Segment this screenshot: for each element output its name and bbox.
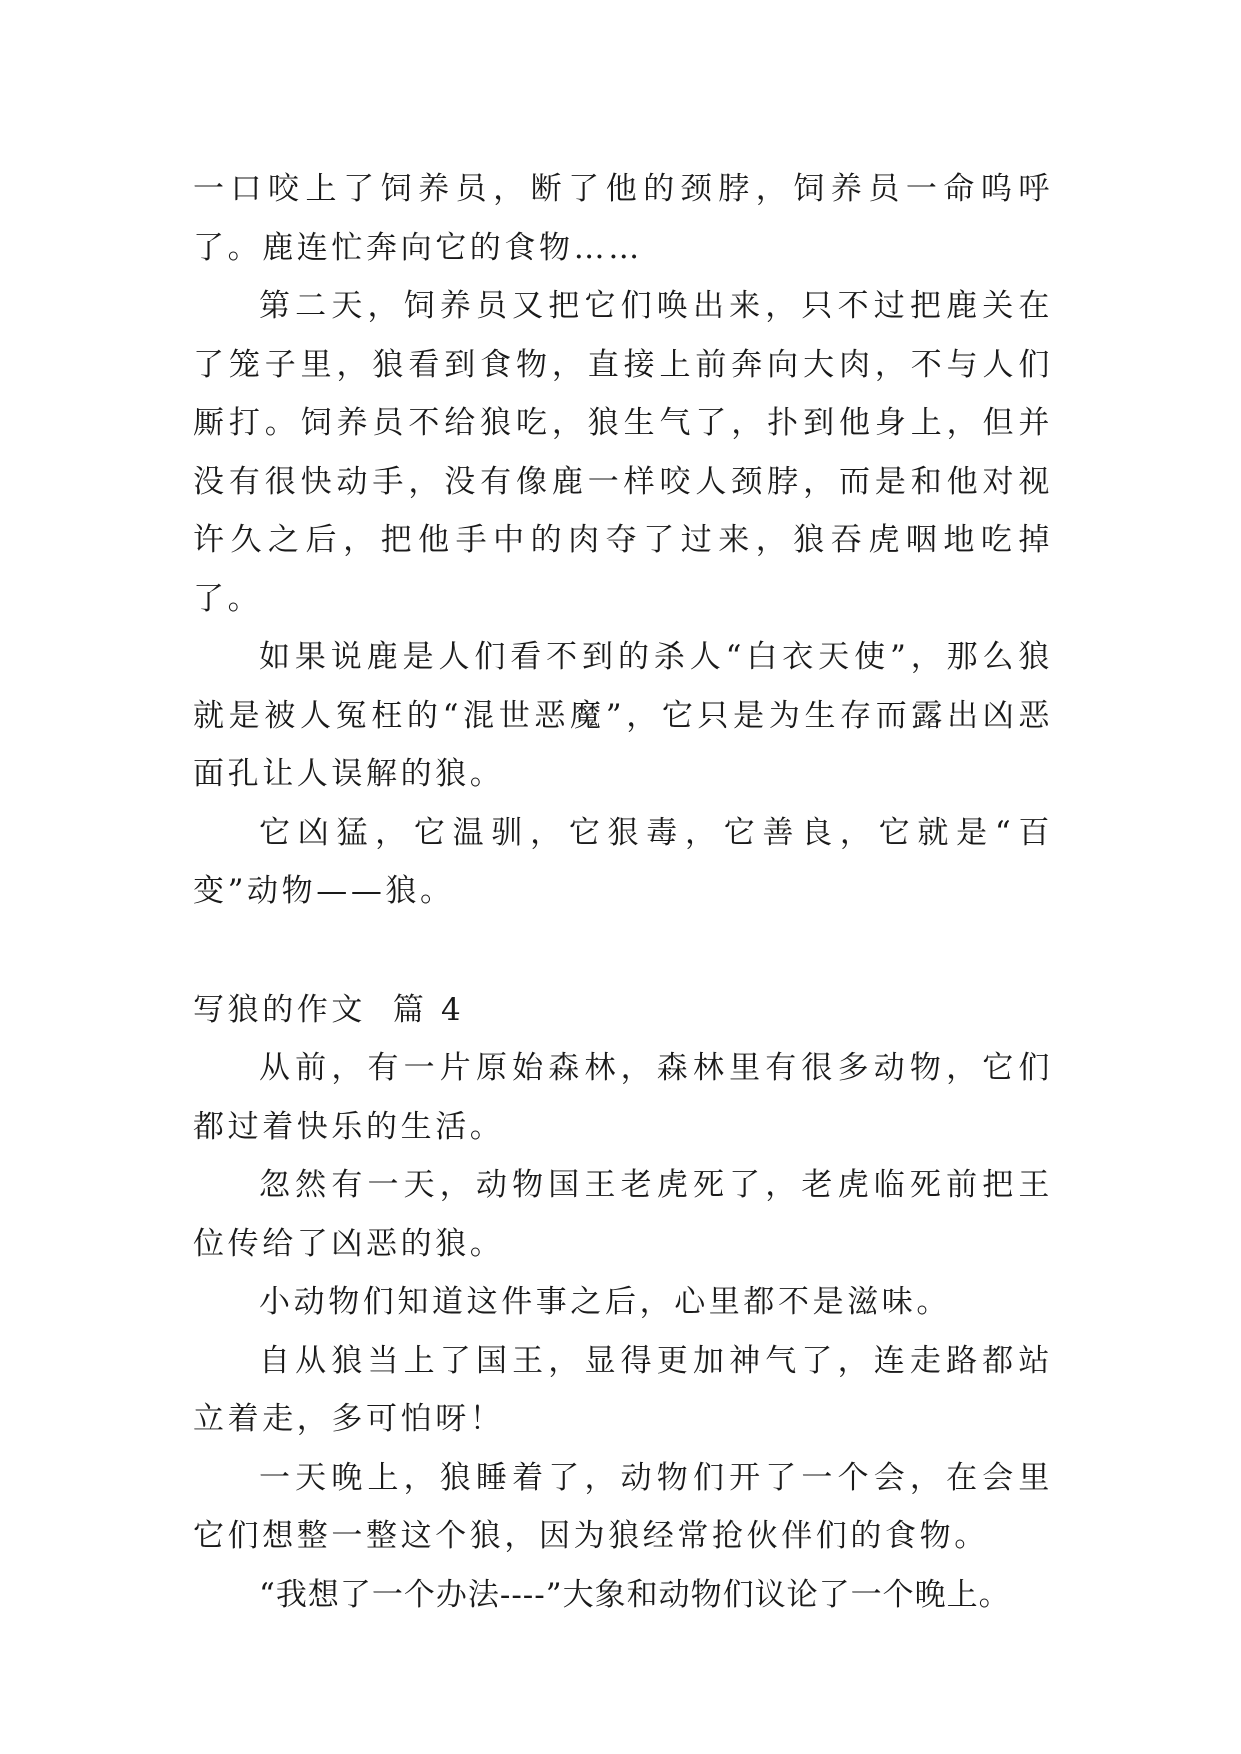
document-page <box>193 160 1053 1624</box>
section-part2 <box>193 1039 1053 1624</box>
paragraph: 忽然有一天，动物国王老虎死了，老虎临死前把王位传给了凶恶的狼。 <box>193 1167 1053 1262</box>
paragraph: 自从狼当上了国王，显得更加神气了，连走路都站立着走，多可怕呀！ <box>193 1342 1053 1437</box>
paragraph: 从前，有一片原始森林，森林里有很多动物，它们都过着快乐的生活。 <box>193 1050 1053 1145</box>
paragraph: 一天晚上，狼睡着了，动物们开了一个会，在会里它们想整一整这个狼，因为狼经常抢伙伴们的食物。 <box>193 1459 1053 1554</box>
paragraph: 第二天，饲养员又把它们唤出来，只不过把鹿关在了笼子里，狼看到食物，直接上前奔向大肉，不与人们厮打。饲养员不给狼吃，狼生气了，扑到他身上，但并没有很快动手，没有像鹿一样咬人颈脖，而是和他对视许久之后，把他手中的肉夺了过来，狼吞虎咽地吃掉了。 <box>193 288 1053 617</box>
section-part1 <box>193 160 1053 921</box>
paragraph: 小动物们知道这件事之后，心里都不是滋味。 <box>259 1284 951 1320</box>
paragraph: 一口咬上了饲养员，断了他的颈脖，饲养员一命呜呼了。鹿连忙奔向它的食物…… <box>193 171 1053 266</box>
section-heading: 写狼的作文 篇 4 <box>193 991 465 1028</box>
paragraph: 如果说鹿是人们看不到的杀人“白衣天使”，那么狼就是被人冤枉的“混世恶魔”，它只是为生存而露出凶恶面孔让人误解的狼。 <box>193 639 1053 792</box>
paragraph: “我想了一个办法----”大象和动物们议论了一个晚上。 <box>259 1576 1011 1613</box>
paragraph: 它凶猛，它温驯，它狠毒，它善良，它就是“百变”动物——狼。 <box>193 814 1053 909</box>
